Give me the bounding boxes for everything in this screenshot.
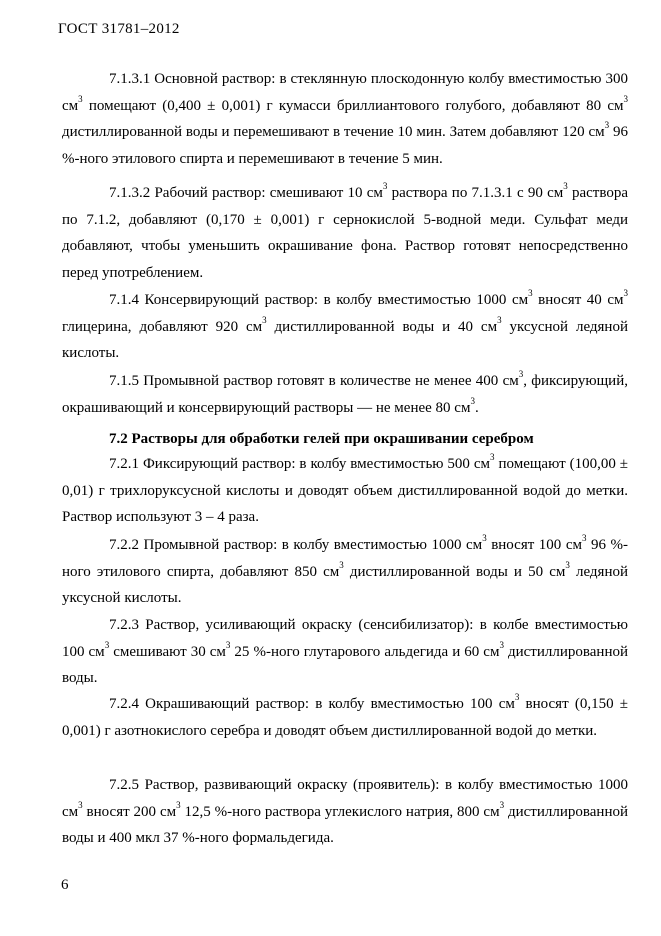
paragraph-7-2-3: 7.2.3 Раствор, усиливающий окраску (сенсибилизатор): в колбе вместимостью 100 $см^3$ смешивают 30 $см^3$ 25 %-ного глутарового альдегида и 60 $см^3$ дистиллированной воды. <box>62 617 628 686</box>
section-heading-7-2: 7.2 Растворы для обработки гелей при окрашивании серебром <box>109 431 534 447</box>
paragraph-7-2-2: 7.2.2 Промывной раствор: в колбу вместимостью 1000 $см^3$ вносят 100 $см^3$ 96 %-ного этилового спирта, добавляют 850 $см^3$ дистиллированной воды и 50 $см^3$ ледяной уксусной кислоты. <box>62 533 628 606</box>
page-number: 6 <box>61 877 69 893</box>
paragraph-7-2-4: 7.2.4 Окрашивающий раствор: в колбу вместимостью 100 $см^3$ вносят (0,150 ± 0,001) г азотнокислого серебра и доводят объем дистиллированной водой до метки. <box>62 692 628 739</box>
paragraph-7-2-1: 7.2.1 Фиксирующий раствор: в колбу вместимостью 500 $см^3$ помещают (100,00 ± 0,01) г трихлоруксусной кислоты и доводят объем дистиллированной водой до метки. Раствор используют 3 – 4 раза. <box>62 452 628 525</box>
standard-header: ГОСТ 31781–2012 <box>58 21 180 37</box>
paragraph-7-1-3-1: 7.1.3.1 Основной раствор: в стеклянную плоскодонную колбу вместимостью 300 $см^3$ помещают (0,400 ± 0,001) г кумасси бриллиантового голубого, добавляют 80 $см^3$ дистиллированной воды и перемешивают в течение 10 мин. Затем добавляют 120 $см^3$ 96 %-ного этилового спирта и перемешивают в течение 5 мин. <box>62 71 628 167</box>
paragraph-7-1-5: 7.1.5 Промывной раствор готовят в количестве не менее 400 $см^3$, фиксирующий, окрашивающий и консервирующий растворы — не менее 80 $см^3$. <box>62 369 628 416</box>
paragraph-7-2-5: 7.2.5 Раствор, развивающий окраску (проявитель): в колбу вместимостью 1000 $см^3$ вносят 200 $см^3$ 12,5 %-ного раствора углекислого натрия, 800 $см^3$ дистиллированной воды и 400 мкл 37 %-ного формальдегида. <box>62 777 629 846</box>
paragraph-7-1-3-2: 7.1.3.2 Рабочий раствор: смешивают 10 $см^3$ раствора по 7.1.3.1 с 90 $см^3$ раствора по 7.1.2, добавляют (0,170 ± 0,001) г сернокислой 5-водной меди. Сульфат меди добавляют, чтобы уменьшить окрашивание фона. Раствор готовят непосредственно перед употреблением. <box>62 181 628 281</box>
paragraph-7-1-4: 7.1.4 Консервирующий раствор: в колбу вместимостью 1000 $см^3$ вносят 40 $см^3$ глицерина, добавляют 920 $см^3$ дистиллированной воды и 40 $см^3$ уксусной ледяной кислоты. <box>62 288 628 361</box>
